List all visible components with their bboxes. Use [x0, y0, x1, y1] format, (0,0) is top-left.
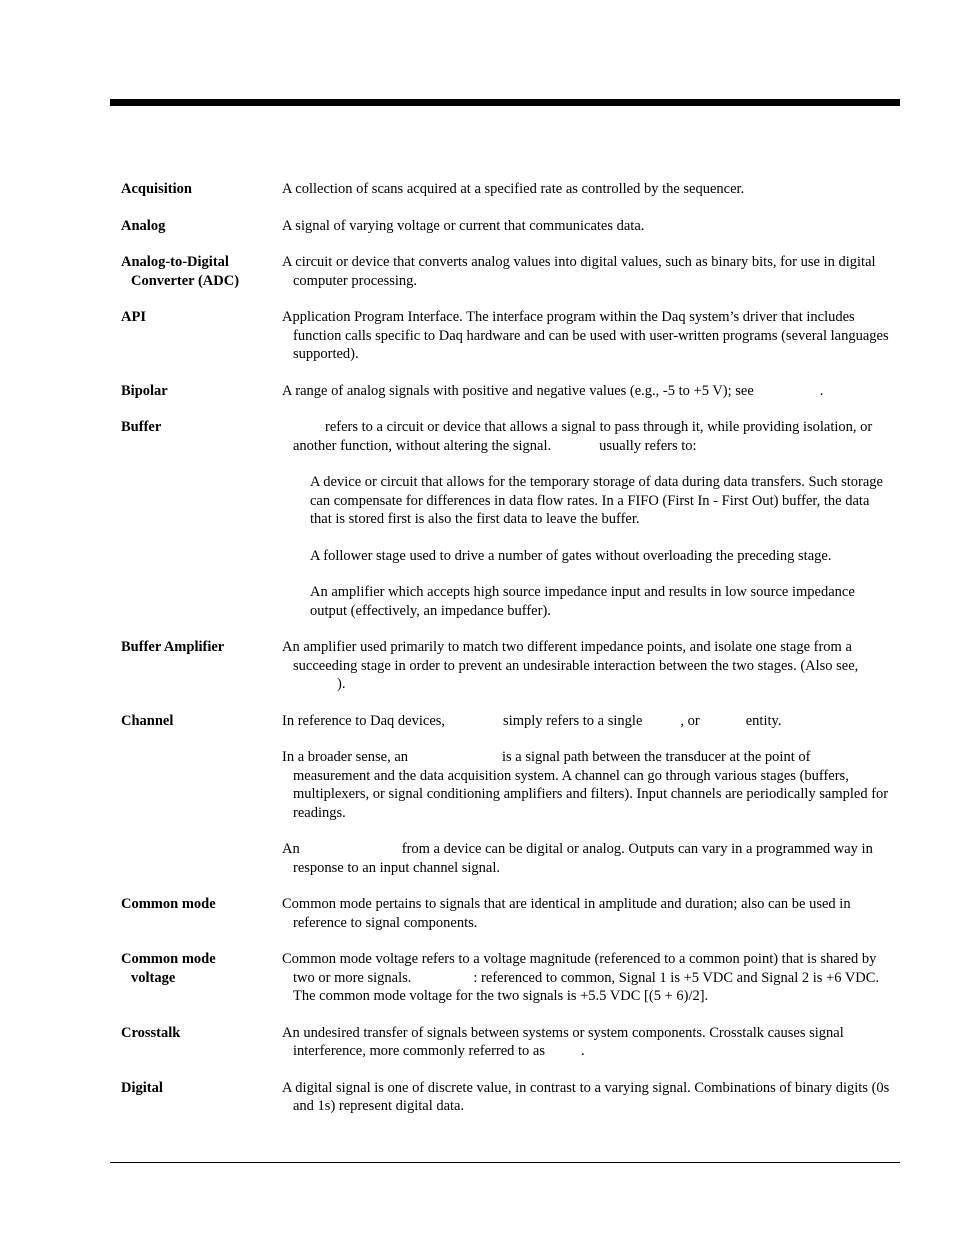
term-crosstalk: Crosstalk — [121, 1024, 181, 1041]
term-adc-line1: Analog-to-Digital — [121, 254, 229, 270]
channel-p3-a: An — [282, 841, 300, 857]
channel-p2-b: is a signal path between the transducer at the point of measurement and the data acquisition system. A channel can go through various stages (buffers, multiplexers, or signal conditioning amplifiers and filters). Input channels are periodically sampled for readings. — [293, 749, 889, 821]
glossary-entry-buffer — [121, 418, 891, 620]
term-bipolar: Bipolar — [121, 382, 168, 399]
definition-buffer-text: refers to a circuit or device that allows a signal to pass through it, while providing isolation, or another function, without altering the signal. — [293, 419, 873, 454]
term-buffer: Buffer — [121, 419, 162, 435]
glossary-entry-common-mode — [121, 895, 891, 932]
definition-bipolar — [282, 382, 891, 401]
definition-channel-broad — [282, 748, 891, 822]
crosstalk-text-a: An undesired transfer of signals between systems or system components. Crosstalk causes signal interference, more commonly referred to as — [282, 1024, 844, 1059]
term-cmv-line2: voltage — [131, 969, 176, 986]
channel-p1-c: , or — [680, 712, 700, 729]
definition-buffer-amplifier-text: An amplifier used primarily to match two different impedance points, and isolate one stage from a succeeding stage in order to prevent an undesirable interaction between the two stages. (Also see, — [282, 639, 859, 674]
definition-api: Application Program Interface. The interface program within the Daq system’s driver that includes function calls specific to Daq hardware and can be used with user-written programs (several languages supported). — [282, 309, 889, 362]
term-cmv-line1: Common mode — [121, 951, 216, 967]
term-digital: Digital — [121, 1079, 163, 1096]
glossary-list — [121, 180, 891, 1134]
term-common-mode-voltage — [121, 950, 271, 987]
definition-channel-output — [282, 840, 891, 877]
channel-p2-a: In a broader sense, an — [282, 749, 409, 765]
glossary-entry-bipolar — [121, 382, 891, 401]
definition-analog: A signal of varying voltage or current that communicates data. — [282, 217, 645, 234]
definition-adc: A circuit or device that converts analog values into digital values, such as binary bits, for use in digital computer processing. — [282, 254, 876, 289]
cmv-text-b: : referenced to common, Signal 1 is +5 VDC and Signal 2 is +6 VDC. The common mode voltage for the two signals is +5.5 VDC [(5 + 6)/2]. — [293, 969, 880, 1004]
term-adc — [121, 253, 271, 290]
definition-digital: A digital signal is one of discrete value, in contrast to a varying signal. Combinations of binary digits (0s and 1s) represent digital data. — [282, 1079, 890, 1114]
buffer-meaning-storage: A device or circuit that allows for the temporary storage of data during data transfers. Such storage can compensate for differences in data flow rates. In a FIFO (First In - First Out) buffer, the data that is stored first is also the first data to leave the buffer. — [310, 474, 883, 527]
term-analog: Analog — [121, 217, 166, 234]
glossary-entry-adc — [121, 253, 891, 290]
definition-acquisition: A collection of scans acquired at a specified rate as controlled by the sequencer. — [282, 181, 745, 197]
buffer-meaning-follower: A follower stage used to drive a number of gates without overloading the preceding stage. — [310, 547, 832, 564]
definition-buffer — [282, 418, 891, 455]
term-adc-line2: Converter (ADC) — [131, 272, 240, 289]
glossary-entry-crosstalk — [121, 1024, 891, 1061]
definition-buffer-amplifier-end: ). — [337, 676, 346, 692]
term-common-mode: Common mode — [121, 896, 216, 912]
channel-p1-b: simply refers to a single — [503, 712, 643, 729]
definition-crosstalk — [282, 1024, 891, 1061]
glossary-entry-acquisition — [121, 180, 891, 199]
definition-bipolar-text: A range of analog signals with positive and negative values (e.g., -5 to +5 V); see — [282, 382, 754, 399]
glossary-entry-common-mode-voltage — [121, 950, 891, 1006]
glossary-entry-digital — [121, 1079, 891, 1116]
term-channel: Channel — [121, 712, 174, 729]
term-buffer-amplifier: Buffer Amplifier — [121, 639, 225, 655]
cmv-text-a: Common mode voltage refers to a voltage magnitude (referenced to a common point) that is shared by two or more signals. — [282, 951, 877, 986]
footer-rule — [110, 1162, 900, 1163]
definition-common-mode: Common mode pertains to signals that are identical in amplitude and duration; also can be used in reference to signal components. — [282, 896, 851, 931]
definition-buffer-amplifier — [282, 638, 891, 694]
glossary-entry-api — [121, 308, 891, 364]
channel-p1-a: In reference to Daq devices, — [282, 712, 446, 729]
glossary-entry-channel — [121, 712, 891, 878]
channel-p1-d: entity. — [745, 712, 782, 729]
definition-channel-daq — [282, 712, 891, 731]
glossary-entry-analog — [121, 217, 891, 236]
channel-p3-b: from a device can be digital or analog. Outputs can vary in a programmed way in response to an input channel signal. — [293, 841, 873, 876]
term-acquisition: Acquisition — [121, 181, 192, 197]
definition-bipolar-end: . — [819, 382, 824, 399]
buffer-meaning-amplifier: An amplifier which accepts high source impedance input and results in low source impedance output (effectively, an impedance buffer). — [310, 584, 855, 619]
definition-buffer-usually: usually refers to: — [599, 437, 697, 454]
definition-common-mode-voltage — [282, 950, 891, 1006]
term-api: API — [121, 309, 146, 325]
glossary-entry-buffer-amplifier — [121, 638, 891, 694]
header-rule — [110, 99, 900, 106]
crosstalk-text-b: . — [581, 1043, 585, 1059]
